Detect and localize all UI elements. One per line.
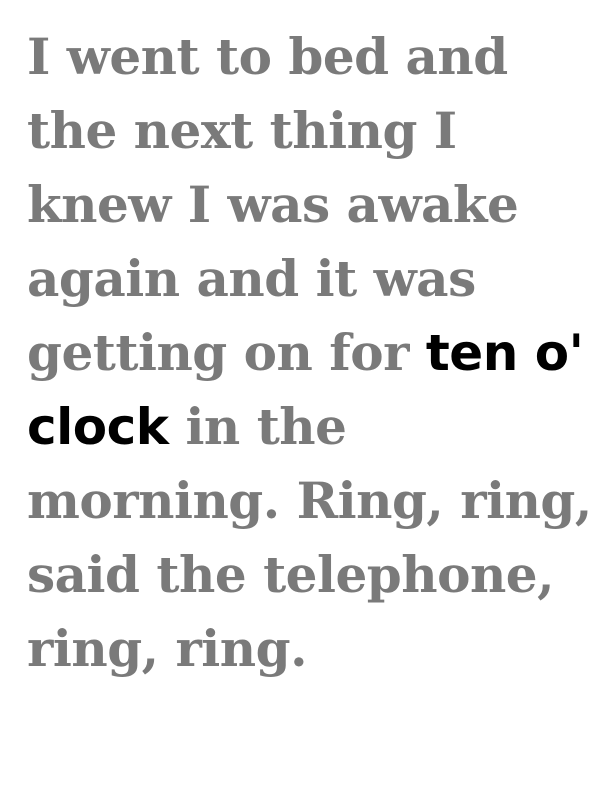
highlighted-phrase-end: clock (27, 398, 169, 456)
passage-line-5 (27, 316, 587, 390)
passage-line-5-text: getting on for (27, 323, 426, 382)
story-passage (27, 20, 592, 686)
passage-line-1: I went to bed and (27, 27, 508, 86)
passage-line-9: ring, ring. (27, 619, 308, 678)
passage-line-4: again and it was (27, 249, 476, 308)
passage-line-3: knew I was awake (27, 175, 519, 234)
passage-line-8: said the telephone, (27, 545, 555, 604)
highlighted-phrase-start: ten o' (425, 324, 584, 382)
passage-line-2: the next thing I (27, 101, 457, 160)
passage-line-7: morning. Ring, ring, (27, 471, 592, 530)
passage-line-6 (27, 390, 587, 464)
passage-line-6-text: in the (168, 397, 347, 456)
